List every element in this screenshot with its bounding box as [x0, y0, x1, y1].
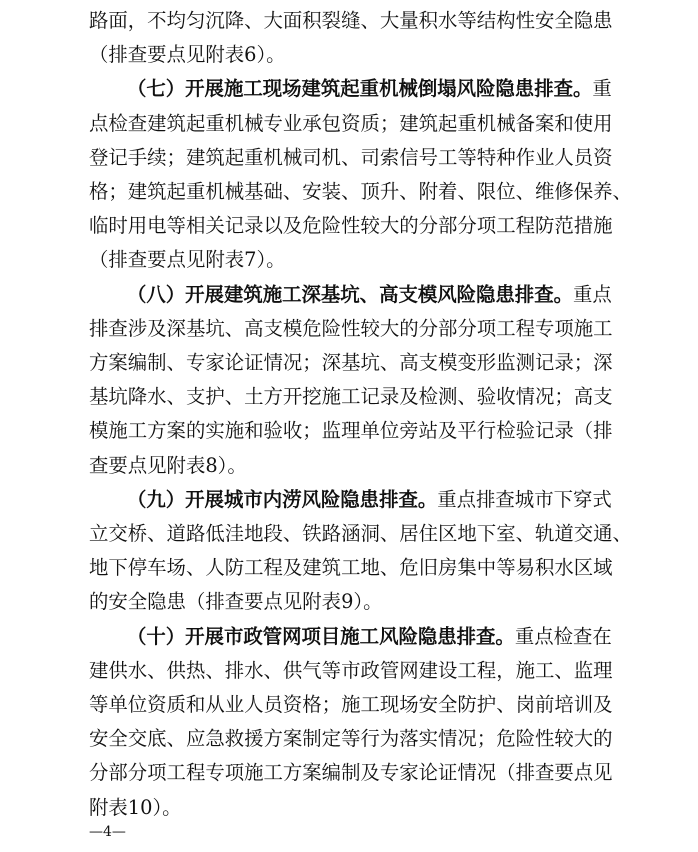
- body-text: 附表10）。: [89, 795, 182, 819]
- text-line: [127, 72, 612, 105]
- body-text: 排查涉及深基坑、高支模危险性较大的分部分项工程专项施工: [89, 316, 613, 340]
- body-text: 等单位资质和从业人员资格；施工现场安全防护、岗前培训及: [89, 693, 613, 716]
- text-line: [89, 209, 613, 242]
- section-heading: （七）开展施工现场建筑起重机械倒塌风险隐患排查。: [127, 77, 593, 101]
- body-text: 方案编制、专家论证情况；深基坑、高支模变形监测记录；深: [89, 351, 613, 374]
- text-line: [89, 141, 613, 174]
- text-line: [89, 585, 609, 618]
- body-text: 路面，不均匀沉降、大面积裂缝、大量积水等结构性安全隐患: [89, 9, 613, 32]
- body-text: 分部分项工程专项施工方案编制及专家论证情况（排查要点见: [89, 761, 613, 785]
- section-heading: （八）开展建筑施工深基坑、高支模风险隐患排查。: [127, 282, 573, 306]
- body-text: 查要点见附表8）。: [89, 453, 247, 477]
- body-text: 建供水、供热、排水、供气等市政管网建设工程，施工、监理: [89, 658, 613, 682]
- body-text: 基坑降水、支护、土方开挖施工记录及检测、验收情况；高支: [89, 385, 613, 409]
- text-line: [89, 312, 613, 345]
- text-line: [89, 517, 632, 550]
- text-line: [89, 175, 632, 208]
- body-text: 地下停车场、人防工程及建筑工地、危旧房集中等易积水区域: [89, 556, 613, 580]
- body-text: 立交桥、道路低洼地段、铁路涵洞、居住区地下室、轨道交通、: [89, 522, 632, 545]
- text-line: [89, 654, 613, 687]
- text-line: [89, 243, 609, 276]
- text-line: [89, 414, 613, 447]
- text-line: [89, 722, 613, 755]
- text-line: [127, 483, 612, 516]
- body-text: 的安全隐患（排查要点见附表9）。: [89, 590, 383, 614]
- body-text: （排查要点见附表7）。: [89, 248, 286, 272]
- text-line: [89, 791, 609, 824]
- text-line: [89, 756, 613, 789]
- body-text: 模施工方案的实施和验收；监理单位旁站及平行检验记录（排: [89, 419, 613, 443]
- text-line: [89, 107, 613, 140]
- text-line: [89, 38, 609, 71]
- body-text: 安全交底、应急救援方案制定等行为落实情况；危险性较大的: [89, 727, 613, 751]
- body-text: 临时用电等相关记录以及危险性较大的分部分项工程防范措施: [89, 214, 613, 238]
- text-line: [89, 4, 613, 37]
- body-text: 格；建筑起重机械基础、安装、顶升、附着、限位、维修保养、: [89, 180, 632, 203]
- text-line: [127, 278, 612, 311]
- page-number: —4—: [89, 824, 126, 840]
- text-line: [89, 688, 613, 721]
- text-line: [89, 449, 609, 482]
- section-heading: （十）开展市政管网项目施工风险隐患排查。: [127, 624, 515, 648]
- body-text: 登记手续；建筑起重机械司机、司索信号工等特种作业人员资: [89, 145, 613, 169]
- body-text: 点检查建筑起重机械专业承包资质；建筑起重机械备案和使用: [89, 111, 613, 135]
- body-text: 重点检查在: [514, 624, 612, 648]
- section-heading: （九）开展城市内涝风险隐患排查。: [127, 487, 438, 511]
- text-line: [89, 380, 613, 413]
- text-line: [89, 551, 613, 584]
- body-text: 重点: [572, 282, 612, 306]
- body-text: 重: [592, 77, 612, 101]
- text-line: [127, 620, 612, 653]
- body-text: （排查要点见附表6）。: [89, 43, 286, 67]
- body-text: 重点排查城市下穿式: [437, 487, 612, 511]
- text-line: [89, 346, 613, 379]
